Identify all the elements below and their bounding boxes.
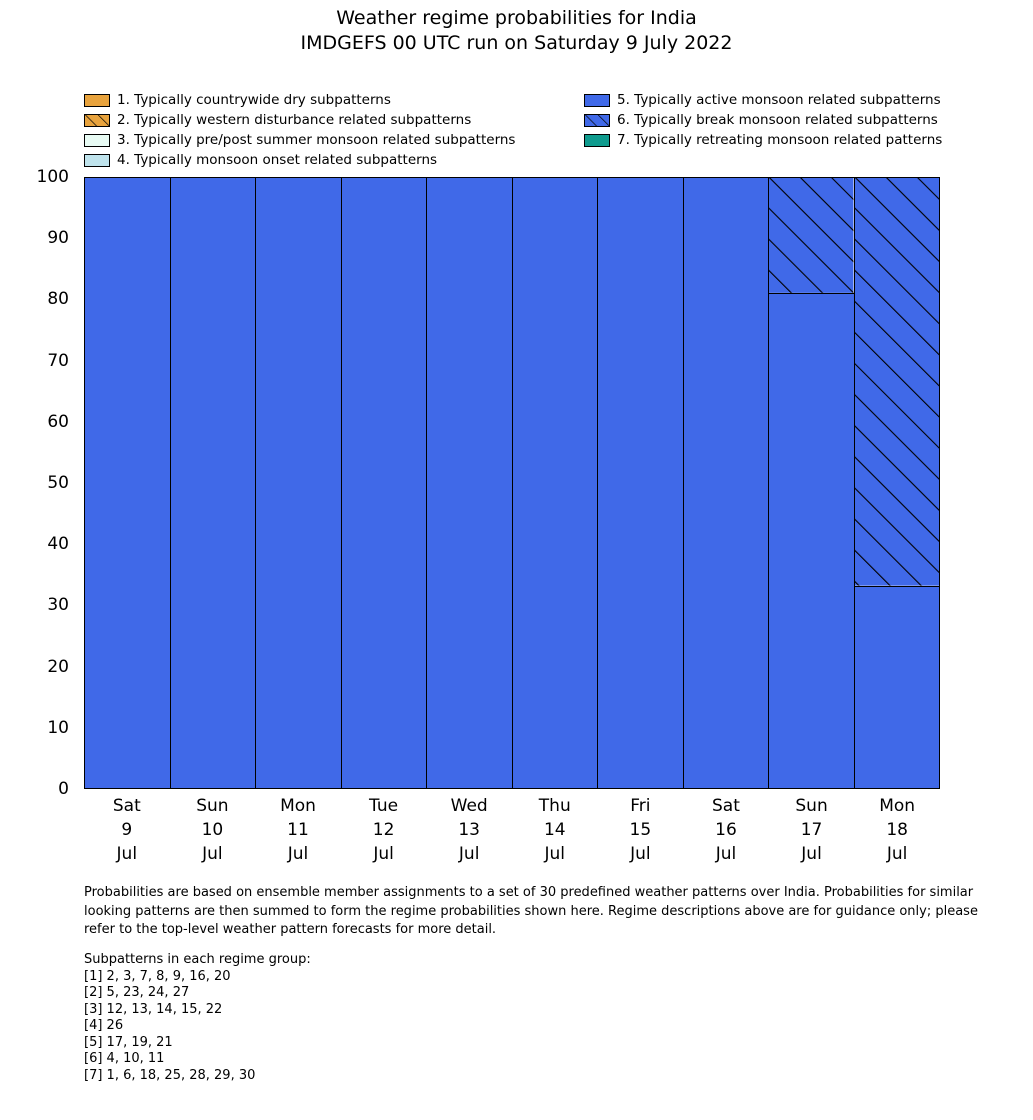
x-tick-day: Tue bbox=[369, 796, 399, 816]
legend-swatch-3 bbox=[84, 134, 110, 147]
legend-item-5 bbox=[584, 90, 964, 110]
x-tick-day: Sat bbox=[712, 796, 740, 816]
subpattern-line-3: [3] 12, 13, 14, 15, 22 bbox=[84, 1001, 223, 1017]
legend-swatch-1 bbox=[84, 94, 110, 107]
x-tick-day: Thu bbox=[538, 796, 571, 816]
chart-legend bbox=[84, 90, 964, 170]
bar-segment-series-5 bbox=[598, 178, 683, 788]
y-tick-20: 20 bbox=[47, 656, 69, 677]
x-tick-month: Jul bbox=[801, 844, 822, 864]
x-tick-month: Jul bbox=[458, 844, 480, 864]
plot-area bbox=[84, 177, 940, 789]
legend-swatch-7 bbox=[584, 134, 610, 147]
x-tick-day: Sun bbox=[795, 796, 828, 816]
x-tick-date: 11 bbox=[287, 820, 309, 840]
x-tick-date: 18 bbox=[886, 820, 908, 840]
legend-item-6 bbox=[584, 110, 964, 130]
bar-column bbox=[427, 178, 513, 788]
x-tick-3 bbox=[255, 794, 341, 874]
legend-swatch-4 bbox=[84, 154, 110, 167]
x-tick-5 bbox=[426, 794, 512, 874]
x-tick-month: Jul bbox=[116, 844, 138, 864]
y-tick-100: 100 bbox=[36, 167, 69, 187]
x-tick-date: 15 bbox=[629, 820, 652, 840]
x-tick-9 bbox=[769, 794, 855, 874]
y-tick-80: 80 bbox=[47, 289, 69, 310]
x-tick-day: Mon bbox=[879, 796, 916, 816]
legend-item-7 bbox=[584, 130, 964, 150]
x-tick-day: Wed bbox=[450, 796, 488, 816]
x-tick-date: 10 bbox=[201, 820, 224, 840]
notes-paragraph: Probabilities are based on ensemble member assignments to a set of 30 predefined weather patterns over India. Probabilities for similar looking patterns are then summed to form the regime probabilities shown here. Regime descriptions above are for guidance only; please refer to the top-level weather pattern forecasts for more detail. bbox=[84, 885, 978, 937]
y-tick-0: 0 bbox=[58, 779, 69, 799]
subpattern-line-2: [2] 5, 23, 24, 27 bbox=[84, 985, 190, 1000]
x-tick-month: Jul bbox=[287, 844, 309, 864]
x-tick-date: 17 bbox=[800, 820, 823, 840]
bar-segment-series-6 bbox=[769, 178, 854, 294]
x-axis-ticks bbox=[84, 794, 940, 874]
legend-swatch-5 bbox=[584, 94, 610, 107]
bar-segment-series-5 bbox=[256, 178, 341, 788]
x-tick-date: 13 bbox=[458, 820, 480, 840]
y-axis-ticks bbox=[0, 167, 78, 799]
x-tick-6 bbox=[512, 794, 598, 874]
legend-label-3: 3. Typically pre/post summer monsoon related subpatterns bbox=[117, 132, 516, 148]
bar-segment-series-5 bbox=[513, 178, 598, 788]
y-tick-40: 40 bbox=[47, 534, 69, 555]
legend-spacer bbox=[584, 150, 964, 170]
y-tick-70: 70 bbox=[47, 350, 69, 371]
legend-label-2: 2. Typically western disturbance related subpatterns bbox=[117, 112, 472, 128]
bar-segment-series-6 bbox=[855, 178, 940, 587]
bar-segment-series-5 bbox=[684, 178, 769, 788]
legend-label-5: 5. Typically active monsoon related subpatterns bbox=[617, 92, 941, 108]
bar-column bbox=[256, 178, 342, 788]
subpattern-notes bbox=[84, 952, 984, 1084]
x-tick-date: 14 bbox=[543, 820, 566, 840]
subpattern-line-6: [6] 4, 10, 11 bbox=[84, 1051, 165, 1066]
bar-segment-series-5 bbox=[427, 178, 512, 788]
x-tick-day: Sat bbox=[112, 796, 141, 816]
y-tick-10: 10 bbox=[47, 717, 69, 738]
bar-column bbox=[598, 178, 684, 788]
subpatterns-list bbox=[84, 969, 984, 1085]
legend-label-1: 1. Typically countrywide dry subpatterns bbox=[117, 92, 391, 108]
bar-segment-series-5 bbox=[342, 178, 427, 788]
subpattern-line-4: [4] 26 bbox=[84, 1018, 124, 1033]
bar-column bbox=[855, 178, 940, 788]
legend-swatch-2 bbox=[84, 114, 110, 127]
x-tick-month: Jul bbox=[886, 844, 908, 864]
legend-item-4 bbox=[84, 150, 584, 170]
subpattern-line-5: [5] 17, 19, 21 bbox=[84, 1034, 173, 1050]
chart-title-block bbox=[0, 6, 1033, 56]
legend-item-1 bbox=[84, 90, 584, 110]
subpattern-line-1: [1] 2, 3, 7, 8, 9, 16, 20 bbox=[84, 968, 231, 984]
x-tick-date: 12 bbox=[372, 820, 395, 840]
x-tick-month: Jul bbox=[630, 844, 651, 864]
x-tick-2 bbox=[170, 794, 256, 874]
x-tick-10 bbox=[854, 794, 940, 874]
y-tick-90: 90 bbox=[47, 228, 69, 249]
x-tick-4 bbox=[341, 794, 427, 874]
bar-column bbox=[85, 178, 171, 788]
x-tick-date: 9 bbox=[121, 820, 133, 840]
bar-column bbox=[171, 178, 257, 788]
y-tick-60: 60 bbox=[47, 411, 69, 432]
x-tick-1 bbox=[84, 794, 170, 874]
legend-item-3 bbox=[84, 130, 584, 150]
bar-column bbox=[513, 178, 599, 788]
x-tick-day: Mon bbox=[280, 796, 316, 816]
bar-column bbox=[342, 178, 428, 788]
x-tick-day: Fri bbox=[630, 796, 651, 816]
x-tick-8 bbox=[683, 794, 769, 874]
legend-label-7: 7. Typically retreating monsoon related patterns bbox=[617, 132, 943, 148]
legend-swatch-6 bbox=[584, 114, 610, 127]
bar-segment-series-5 bbox=[171, 178, 256, 788]
x-tick-month: Jul bbox=[544, 844, 566, 864]
y-tick-30: 30 bbox=[47, 595, 69, 616]
bar-segment-series-5 bbox=[855, 587, 940, 788]
bar-segment-series-5 bbox=[769, 294, 854, 788]
subpatterns-heading: Subpatterns in each regime group: bbox=[84, 952, 311, 967]
x-tick-date: 16 bbox=[715, 820, 737, 840]
x-tick-day: Sun bbox=[196, 796, 229, 816]
x-tick-month: Jul bbox=[373, 844, 394, 864]
bar-column bbox=[769, 178, 855, 788]
y-tick-50: 50 bbox=[47, 473, 69, 493]
x-tick-month: Jul bbox=[715, 844, 737, 864]
x-tick-month: Jul bbox=[202, 844, 223, 864]
x-tick-7 bbox=[598, 794, 684, 874]
chart-title: Weather regime probabilities for India bbox=[336, 7, 697, 29]
legend-label-4: 4. Typically monsoon onset related subpatterns bbox=[117, 152, 438, 168]
legend-item-2 bbox=[84, 110, 584, 130]
chart-subtitle: IMDGEFS 00 UTC run on Saturday 9 July 2022 bbox=[300, 32, 733, 54]
legend-label-6: 6. Typically break monsoon related subpatterns bbox=[617, 112, 938, 128]
bar-segment-series-5 bbox=[85, 178, 170, 788]
subpattern-line-7: [7] 1, 6, 18, 25, 28, 29, 30 bbox=[84, 1067, 256, 1083]
plot-area-wrapper bbox=[84, 177, 940, 789]
bar-column bbox=[684, 178, 770, 788]
